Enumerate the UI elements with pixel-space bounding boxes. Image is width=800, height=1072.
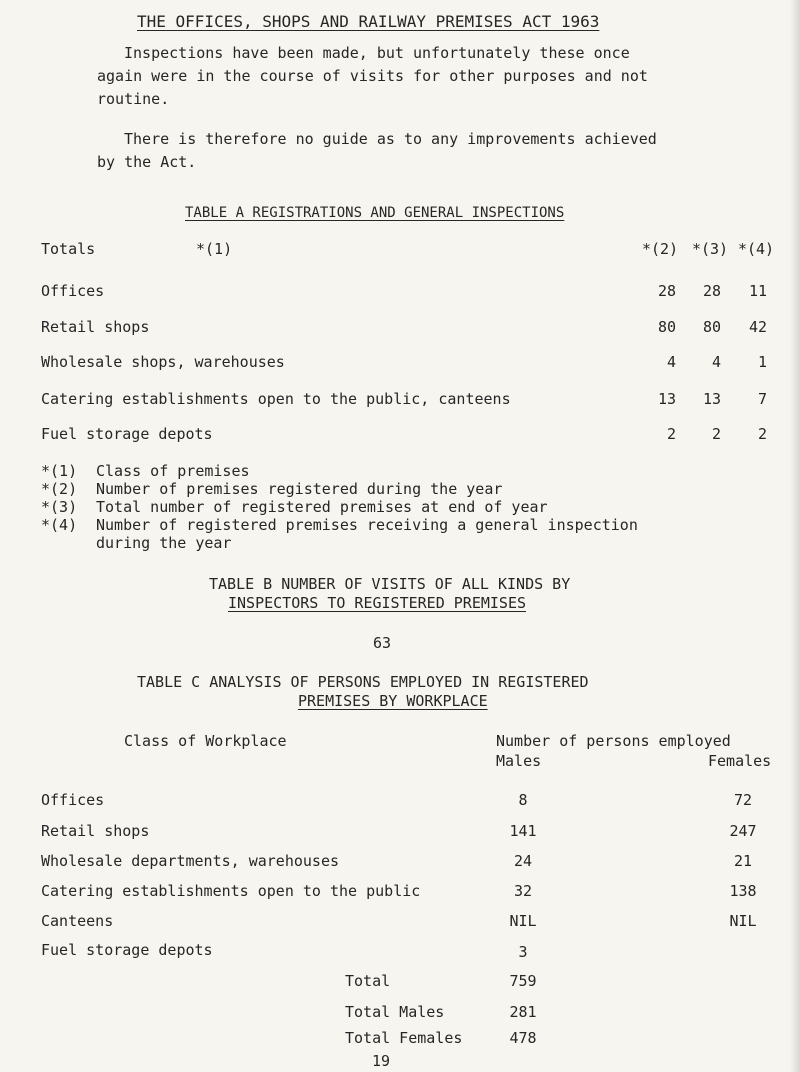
registered-during-year: 80	[657, 318, 676, 336]
general-inspections: 11	[748, 282, 767, 300]
row-label: Fuel storage depots	[41, 425, 213, 443]
table-a-header-c3: *(3)	[691, 240, 729, 258]
row-label: Fuel storage depots	[41, 941, 213, 959]
note-key: *(2)	[41, 480, 78, 498]
total-label: Total	[345, 972, 391, 990]
row-label: Catering establishments open to the public	[41, 882, 421, 900]
row-label: Canteens	[41, 912, 114, 930]
registered-end-of-year: 13	[702, 390, 721, 408]
col-females: Females	[708, 752, 772, 770]
females-value: 72	[733, 791, 753, 809]
total-value: 759	[509, 972, 537, 990]
table-b-value: 63	[373, 634, 392, 652]
page-edge-shadow	[790, 0, 800, 1072]
row-label: Wholesale shops, warehouses	[41, 353, 285, 371]
general-inspections: 7	[757, 390, 767, 408]
females-value: 21	[733, 852, 753, 870]
table-a-title: TABLE A REGISTRATIONS AND GENERAL INSPECTIONS	[185, 205, 565, 221]
total-value: 281	[509, 1003, 537, 1021]
row-label: Offices	[41, 282, 105, 300]
table-b-title-line2: INSPECTORS TO REGISTERED PREMISES	[228, 594, 527, 612]
row-label: Retail shops	[41, 822, 150, 840]
col-number-employed: Number of persons employed	[496, 732, 731, 750]
total-value: 478	[509, 1029, 537, 1047]
males-value: 32	[513, 882, 533, 900]
row-label: Wholesale departments, warehouses	[41, 852, 340, 870]
general-inspections: 2	[757, 425, 767, 443]
registered-during-year: 4	[666, 353, 676, 371]
page-number: 19	[372, 1052, 391, 1070]
intro-para1-line3: routine.	[97, 90, 170, 108]
table-a-header-label: Totals	[41, 240, 96, 258]
note-key: *(1)	[41, 462, 78, 480]
table-b-title-line1: TABLE B NUMBER OF VISITS OF ALL KINDS BY	[209, 575, 571, 593]
note-text: Total number of registered premises at end of year	[96, 498, 548, 516]
table-c-title-line1: TABLE C ANALYSIS OF PERSONS EMPLOYED IN REGISTERED	[137, 673, 589, 691]
intro-para1-line2: again were in the course of visits for other purposes and not	[97, 67, 648, 85]
females-value: NIL	[729, 912, 757, 930]
note-text-continued: during the year	[96, 534, 232, 552]
males-value: NIL	[509, 912, 537, 930]
general-inspections: 1	[757, 353, 767, 371]
table-a-header-c4: *(4)	[737, 240, 775, 258]
females-value: 138	[729, 882, 757, 900]
table-a-header-c1: *(1)	[196, 240, 233, 258]
intro-para2-line2: by the Act.	[97, 153, 197, 171]
row-label: Retail shops	[41, 318, 150, 336]
registered-end-of-year: 4	[711, 353, 721, 371]
table-a-header-c2: *(2)	[641, 240, 679, 258]
registered-end-of-year: 80	[702, 318, 721, 336]
registered-during-year: 13	[657, 390, 676, 408]
intro-para2-line1: There is therefore no guide as to any improvements achieved	[124, 130, 657, 148]
note-key: *(3)	[41, 498, 78, 516]
note-text: Number of registered premises receiving a general inspection	[96, 516, 638, 534]
total-label: Total Males	[345, 1003, 445, 1021]
females-value: 247	[729, 822, 757, 840]
note-key: *(4)	[41, 516, 78, 534]
table-c-title-line2: PREMISES BY WORKPLACE	[298, 692, 488, 710]
col-males: Males	[496, 752, 542, 770]
males-value: 141	[509, 822, 537, 840]
note-text: Class of premises	[96, 462, 250, 480]
page-heading: THE OFFICES, SHOPS AND RAILWAY PREMISES ACT 1963	[137, 12, 600, 31]
note-text: Number of premises registered during the year	[96, 480, 503, 498]
registered-during-year: 28	[657, 282, 676, 300]
col-class-of-workplace: Class of Workplace	[124, 732, 287, 750]
males-value: 3	[518, 943, 528, 961]
males-value: 24	[513, 852, 533, 870]
row-label: Offices	[41, 791, 105, 809]
general-inspections: 42	[748, 318, 767, 336]
intro-para1-line1: Inspections have been made, but unfortunately these once	[124, 44, 630, 62]
row-label: Catering establishments open to the public, canteens	[41, 390, 511, 408]
registered-end-of-year: 28	[702, 282, 721, 300]
registered-end-of-year: 2	[711, 425, 721, 443]
males-value: 8	[518, 791, 528, 809]
registered-during-year: 2	[666, 425, 676, 443]
total-label: Total Females	[345, 1029, 463, 1047]
